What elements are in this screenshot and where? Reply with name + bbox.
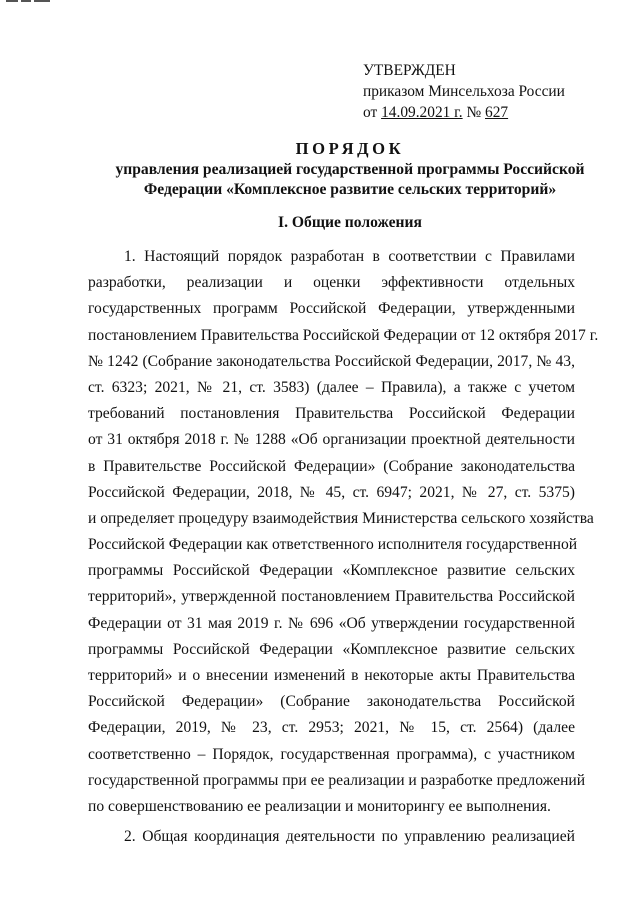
- document-subtitle: [70, 160, 630, 200]
- text-line: от 31 октября 2018 г. № 1288 «Об организации проектной деятельности: [88, 431, 575, 449]
- text-line: требований постановления Правительства Российской Федерации: [88, 405, 575, 423]
- scan-edge-mark: [6, 0, 50, 2]
- approval-number-prefix: №: [462, 104, 485, 121]
- document-title-block: [70, 138, 630, 200]
- text-line: Российской Федерации, 2018, № 45, ст. 6947; 2021, № 27, ст. 5375): [88, 483, 575, 501]
- text-line: постановлением Правительства Российской Федерации от 12 октября 2017 г.: [88, 326, 599, 344]
- text-line: разработки, реализации и оценки эффективности отдельных: [88, 274, 575, 292]
- approval-status: УТВЕРЖДЕН: [363, 62, 456, 79]
- text-line: государственных программ Российской Федерации, утвержденными: [88, 300, 575, 318]
- approval-stamp: [363, 60, 633, 123]
- document-title: ПОРЯДОК: [295, 139, 405, 158]
- section-heading: I. Общие положения: [278, 214, 422, 231]
- approval-prefix: от: [363, 104, 382, 121]
- subtitle-line: управления реализацией государственной программы Российской: [115, 161, 585, 178]
- text-line: государственной программы при ее реализации и разработке предложений: [88, 771, 586, 789]
- text-line: 2. Общая координация деятельности по управлению реализацией: [124, 828, 575, 846]
- text-line: ст. 6323; 2021, № 21, ст. 3583) (далее – Правила), а также с учетом: [88, 378, 575, 396]
- approval-date: 14.09.2021 г.: [381, 104, 463, 121]
- text-line: 1. Настоящий порядок разработан в соответствии с Правилами: [124, 248, 575, 265]
- text-line: программы Российской Федерации «Комплексное развитие сельских: [88, 640, 575, 658]
- document-body: [88, 244, 599, 850]
- paragraph-2: [88, 824, 575, 850]
- text-line: Федерации от 31 мая 2019 г. № 696 «Об утверждении государственной: [88, 614, 575, 632]
- approval-date-line: [363, 102, 633, 123]
- text-line: № 1242 (Собрание законодательства Российской Федерации, 2017, № 43,: [88, 352, 575, 370]
- approval-number: 627: [485, 104, 509, 121]
- text-line: соответственно – Порядок, государственная программа), с участником: [88, 745, 575, 763]
- text-line: Федерации, 2019, № 23, ст. 2953; 2021, № 15, ст. 2564) (далее: [88, 719, 575, 737]
- text-line: и определяет процедуру взаимодействия Министерства сельского хозяйства: [88, 509, 594, 527]
- approval-issuer: приказом Минсельхоза России: [363, 83, 565, 100]
- text-line: Российской Федерации» (Собрание законодательства Российской: [88, 693, 575, 711]
- text-line: по совершенствованию ее реализации и мониторингу ее выполнения.: [88, 797, 551, 815]
- text-line: Российской Федерации как ответственного исполнителя государственной: [88, 536, 578, 554]
- text-line: территорий», утвержденной постановлением Правительства Российской: [88, 588, 575, 606]
- text-line: территорий» и о внесении изменений в некоторые акты Правительства: [88, 667, 575, 684]
- text-line: программы Российской Федерации «Комплексное развитие сельских: [88, 562, 575, 580]
- text-line: в Правительстве Российской Федерации» (Собрание законодательства: [88, 457, 575, 475]
- subtitle-line: Федерации «Комплексное развитие сельских территорий»: [143, 181, 557, 198]
- paragraph-1: [88, 244, 599, 820]
